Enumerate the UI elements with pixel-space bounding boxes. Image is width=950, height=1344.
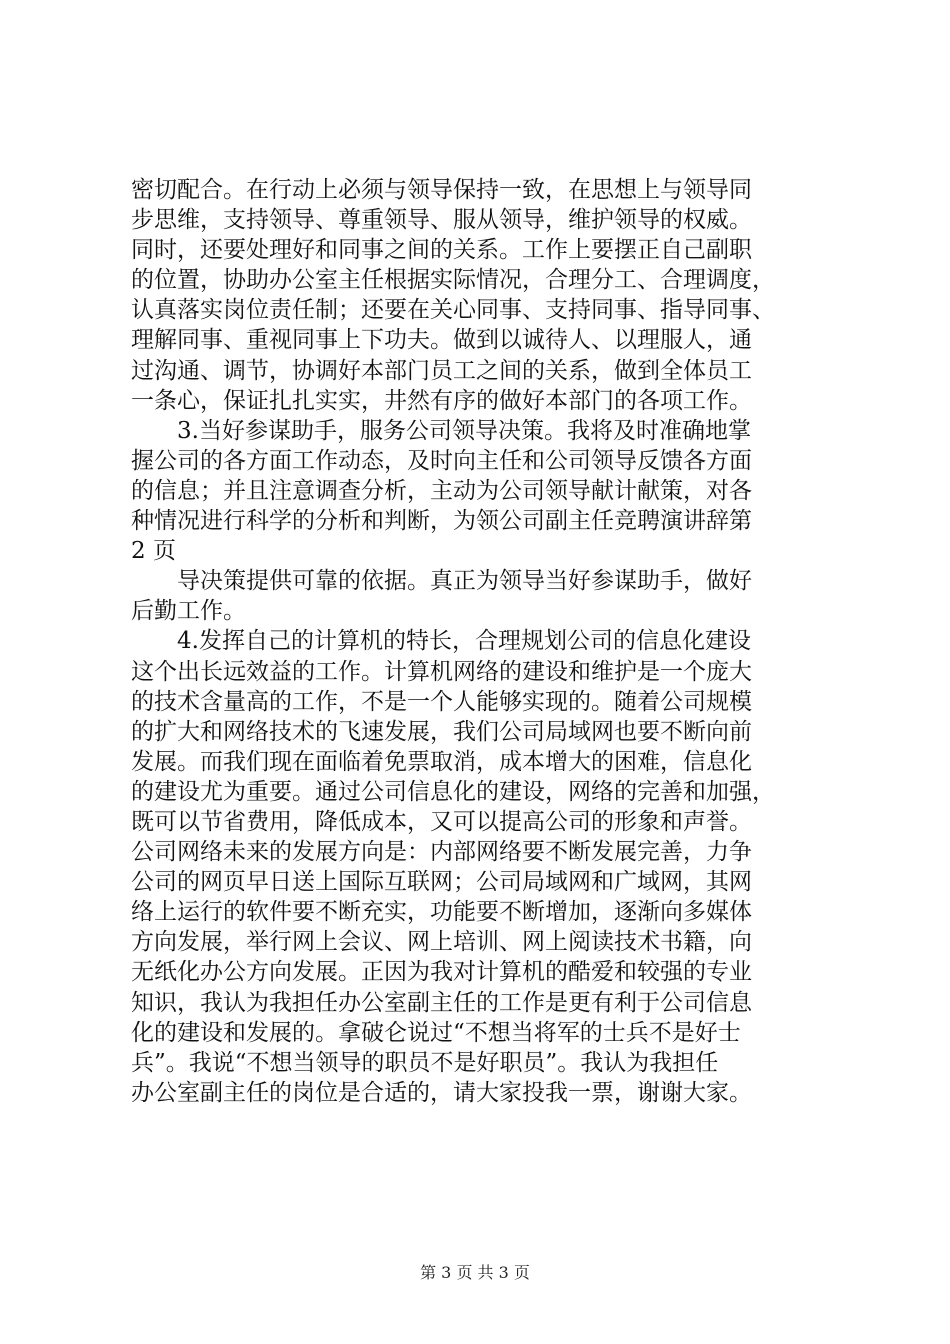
body-line: 公司网络未来的发展方向是：内部网络要不断发展完善，力争 [131,839,752,866]
body-line: 的位置，协助办公室主任根据实际情况，合理分工、合理调度， [131,267,775,294]
body-line: 的信息；并且注意调查分析，主动为公司领导献计献策，对各 [131,477,752,504]
body-line: 导决策提供可靠的依据。真正为领导当好参谋助手，做好 [177,568,752,595]
body-line: 认真落实岗位责任制；还要在关心同事、支持同事、指导同事、 [131,297,775,324]
body-line: 知识，我认为我担任办公室副主任的工作是更有利于公司信息 [131,989,752,1016]
body-line: 的技术含量高的工作，不是一个人能够实现的。随着公司规模 [131,688,752,715]
body-line: 后勤工作。 [131,598,246,625]
body-line: 4.发挥自己的计算机的特长，合理规划公司的信息化建设 [177,628,751,655]
body-line: 络上运行的软件要不断充实，功能要不断增加，逐渐向多媒体 [131,899,752,926]
body-line: 一条心，保证扎扎实实，井然有序的做好本部门的各项工作。 [131,387,752,414]
body-line: 化的建设和发展的。拿破仑说过“不想当将军的士兵不是好士 [131,1019,741,1046]
body-line: 步思维，支持领导、尊重领导、服从领导，维护领导的权威。 [131,207,752,234]
body-line: 密切配合。在行动上必须与领导保持一致，在思想上与领导同 [131,177,752,203]
body-line: 2 页 [131,538,176,565]
body-line: 既可以节省费用，降低成本，又可以提高公司的形象和声誉。 [131,808,752,835]
body-line: 同时，还要处理好和同事之间的关系。工作上要摆正自己副职 [131,237,752,264]
body-line: 种情况进行科学的分析和判断，为领公司副主任竞聘演讲辞第 [131,508,752,535]
body-line: 这个出长远效益的工作。计算机网络的建设和维护是一个庞大 [131,658,752,685]
body-line: 发展。而我们现在面临着免票取消，成本增大的困难，信息化 [131,748,752,775]
body-line: 理解同事、重视同事上下功夫。做到以诚待人、以理服人，通 [131,327,752,354]
body-line: 无纸化办公方向发展。正因为我对计算机的酷爱和较强的专业 [131,959,752,986]
document-body [131,175,851,1108]
body-line: 方向发展，举行网上会议、网上培训、网上阅读技术书籍，向 [131,929,752,956]
body-line: 公司的网页早日送上国际互联网；公司局域网和广域网，其网 [131,869,752,896]
body-line: 3.当好参谋助手，服务公司领导决策。我将及时准确地掌 [177,417,751,444]
page-number-footer: 第 3 页 共 3 页 [420,1263,530,1282]
body-line: 办公室副主任的岗位是合适的，请大家投我一票，谢谢大家。 [131,1079,752,1106]
body-line: 的扩大和网络技术的飞速发展，我们公司局域网也要不断向前 [131,718,752,745]
body-line: 过沟通、调节，协调好本部门员工之间的关系，做到全体员工 [131,357,752,384]
body-line: 的建设尤为重要。通过公司信息化的建设，网络的完善和加强， [131,778,775,805]
body-line: 兵”。我说“不想当领导的职员不是好职员”。我认为我担任 [131,1049,719,1076]
body-line: 握公司的各方面工作动态，及时向主任和公司领导反馈各方面 [131,447,752,474]
